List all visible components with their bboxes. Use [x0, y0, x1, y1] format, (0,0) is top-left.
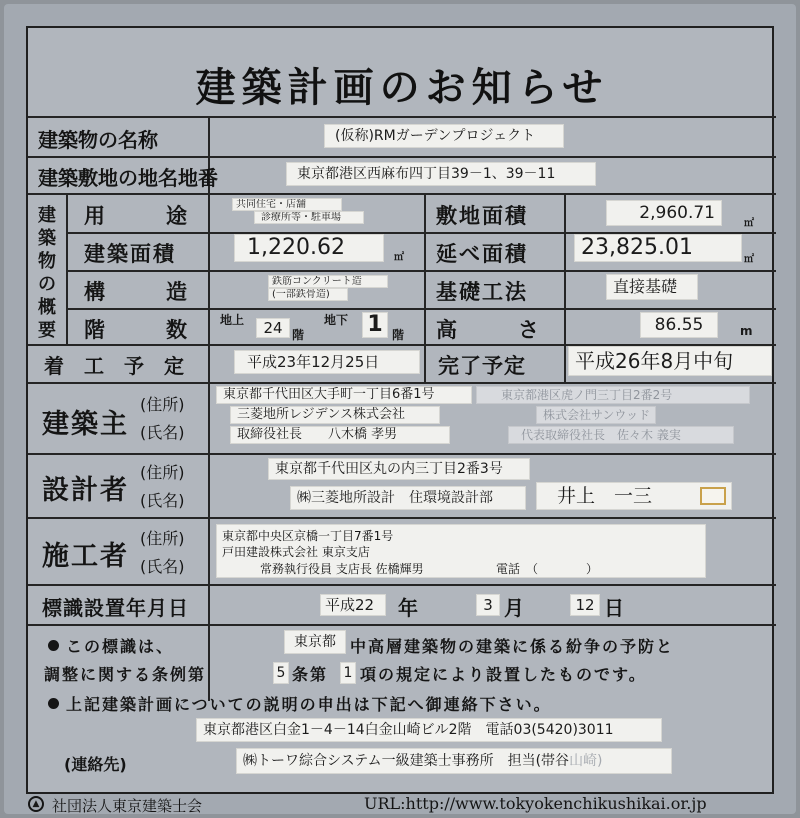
owner-address: 東京都千代田区大手町一丁目6番1号: [216, 386, 472, 404]
site-area-unit: ㎡: [744, 218, 754, 229]
designer-label: 設計者: [42, 475, 129, 506]
contact-name-faded: 山崎): [569, 753, 603, 769]
foundation-label: 基礎工法: [436, 280, 528, 304]
sign-date-month-unit: 月: [504, 596, 524, 620]
site-area-label: 敷地面積: [436, 204, 528, 228]
above-ground-value: 24: [256, 318, 290, 338]
notice-line2-mid: 条第: [292, 665, 329, 684]
builder-name-sublabel: (氏名): [140, 557, 185, 576]
contact-name: ㈱トーワ綜合システム一級建築士事務所 担当(帯谷: [243, 753, 570, 769]
builder-representative: 常務執行役員 支店長 佐橋輝男: [260, 562, 424, 576]
building-area-label: 建築面積: [84, 242, 176, 266]
site-area-value: 2,960.71: [606, 200, 722, 226]
notice-line1-start: この標識は、: [66, 637, 175, 656]
designer-person: 井上 一三: [536, 482, 732, 510]
building-name-value: (仮称)RMガーデンプロジェクト: [324, 124, 564, 148]
designer-name-sublabel: (氏名): [140, 491, 185, 510]
site-address-value: 東京都港区西麻布四丁目39－1、39－11: [286, 162, 596, 186]
contact-address: 東京都港区白金1－4－14白金山崎ビル2階 電話03(5420)3011: [196, 718, 662, 742]
outline-group-label: 建築物の概要: [38, 205, 56, 341]
owner-representative: 取締役社長 八木橋 孝男: [230, 426, 450, 444]
notice-line3: 上記建築計画についての説明の申出は下記へ御連絡下さい。: [66, 695, 552, 714]
builder-label: 施工者: [42, 541, 129, 572]
use-value-line2: 診療所等・駐車場: [254, 211, 364, 224]
height-unit: m: [740, 324, 753, 338]
bullet-icon: [48, 698, 59, 709]
table-rule: [66, 270, 776, 272]
floors-label: 階 数: [84, 318, 207, 342]
notice-article: 5: [273, 662, 289, 684]
structure-value-line2: (一部鉄骨造): [268, 288, 348, 301]
table-rule: [28, 193, 776, 195]
owner-address-sublabel: (住所): [140, 395, 185, 414]
completion-value: 平成26年8月中旬: [568, 346, 772, 376]
page-title: 建築計画のお知らせ: [195, 65, 609, 111]
table-rule: [28, 382, 776, 384]
table-rule: [66, 308, 776, 310]
sign-date-label: 標識設置年月日: [42, 596, 189, 620]
association-name: 社団法人東京建築士会: [52, 797, 203, 815]
contact-name-plate: [236, 748, 672, 774]
below-ground-label: 地下: [324, 313, 349, 327]
structure-label: 構 造: [84, 280, 207, 304]
completion-label: 完了予定: [438, 354, 526, 378]
notice-prefecture: 東京都: [284, 630, 346, 654]
sign-board: [4, 4, 796, 814]
association-logo-icon: ▲: [28, 796, 44, 812]
below-ground-value: 1: [362, 312, 388, 338]
sign-frame: [26, 26, 774, 815]
owner-old-address: 東京都港区虎ノ門三丁目2番2号: [476, 386, 750, 404]
structure-value-line1: 鉄筋コンクリート造: [268, 275, 388, 288]
owner-company: 三菱地所レジデンス株式会社: [230, 406, 440, 424]
building-area-value: 1,220.62: [234, 234, 384, 262]
use-value-line1: 共同住宅・店舗: [232, 198, 342, 211]
contact-label: (連絡先): [64, 755, 127, 774]
table-rule: [28, 624, 776, 626]
builder-company: 戸田建設株式会社 東京支店: [222, 545, 370, 559]
table-rule: [28, 584, 776, 586]
above-ground-label: 地上: [220, 313, 245, 327]
sign-date-day: 12: [570, 594, 600, 616]
notice-line2-start: 調整に関する条例第: [44, 665, 207, 684]
construction-start-label: 着 工 予 定: [44, 354, 184, 378]
notice-line2-end: 項の規定により設置したものです。: [360, 665, 647, 684]
table-rule: [66, 193, 68, 344]
foundation-value: 直接基礎: [606, 274, 698, 300]
construction-start-value: 平成23年12月25日: [234, 350, 420, 374]
notice-line1-end: 中高層建築物の建築に係る紛争の予防と: [350, 637, 675, 656]
below-ground-unit: 階: [392, 328, 405, 342]
table-rule: [28, 116, 776, 118]
designer-company: ㈱三菱地所設計 住環境設計部: [290, 486, 526, 510]
notice-clause: 1: [340, 662, 356, 684]
seal-box: [700, 487, 726, 505]
table-rule: [424, 193, 426, 382]
bullet-icon: [48, 640, 59, 651]
above-ground-unit: 階: [292, 328, 305, 342]
table-rule: [28, 156, 776, 158]
owner-old-company: 株式会社サンウッド: [536, 406, 656, 424]
builder-address-sublabel: (住所): [140, 529, 185, 548]
site-address-label: 建築敷地の地名地番: [38, 166, 218, 190]
builder-address: 東京都中央区京橋一丁目7番1号: [222, 529, 394, 543]
sign-date-year-unit: 年: [398, 596, 418, 620]
building-name-label: 建築物の名称: [38, 128, 158, 152]
owner-name-sublabel: (氏名): [140, 423, 185, 442]
height-label: 高 さ: [436, 318, 559, 342]
building-area-unit: ㎡: [394, 252, 404, 263]
table-rule: [28, 517, 776, 519]
sign-date-month: 3: [476, 594, 500, 616]
builder-phone: 電話 （ ）: [496, 562, 599, 576]
total-area-unit: ㎡: [744, 254, 754, 265]
owner-old-representative: 代表取締役社長 佐々木 義実: [508, 426, 734, 444]
association-url: URL:http://www.tokyokenchikushikai.or.jp: [364, 794, 707, 813]
table-rule: [564, 193, 566, 382]
owner-label: 建築主: [42, 409, 129, 440]
total-area-label: 延べ面積: [436, 242, 528, 266]
sign-date-era: 平成22: [320, 594, 386, 616]
designer-address-sublabel: (住所): [140, 463, 185, 482]
designer-address: 東京都千代田区丸の内三丁目2番3号: [268, 458, 530, 480]
use-label: 用 途: [84, 204, 207, 228]
height-value: 86.55: [640, 312, 718, 338]
sign-date-day-unit: 日: [604, 596, 624, 620]
table-rule: [28, 453, 776, 455]
table-rule: [208, 193, 210, 701]
total-area-value: 23,825.01: [574, 234, 742, 262]
